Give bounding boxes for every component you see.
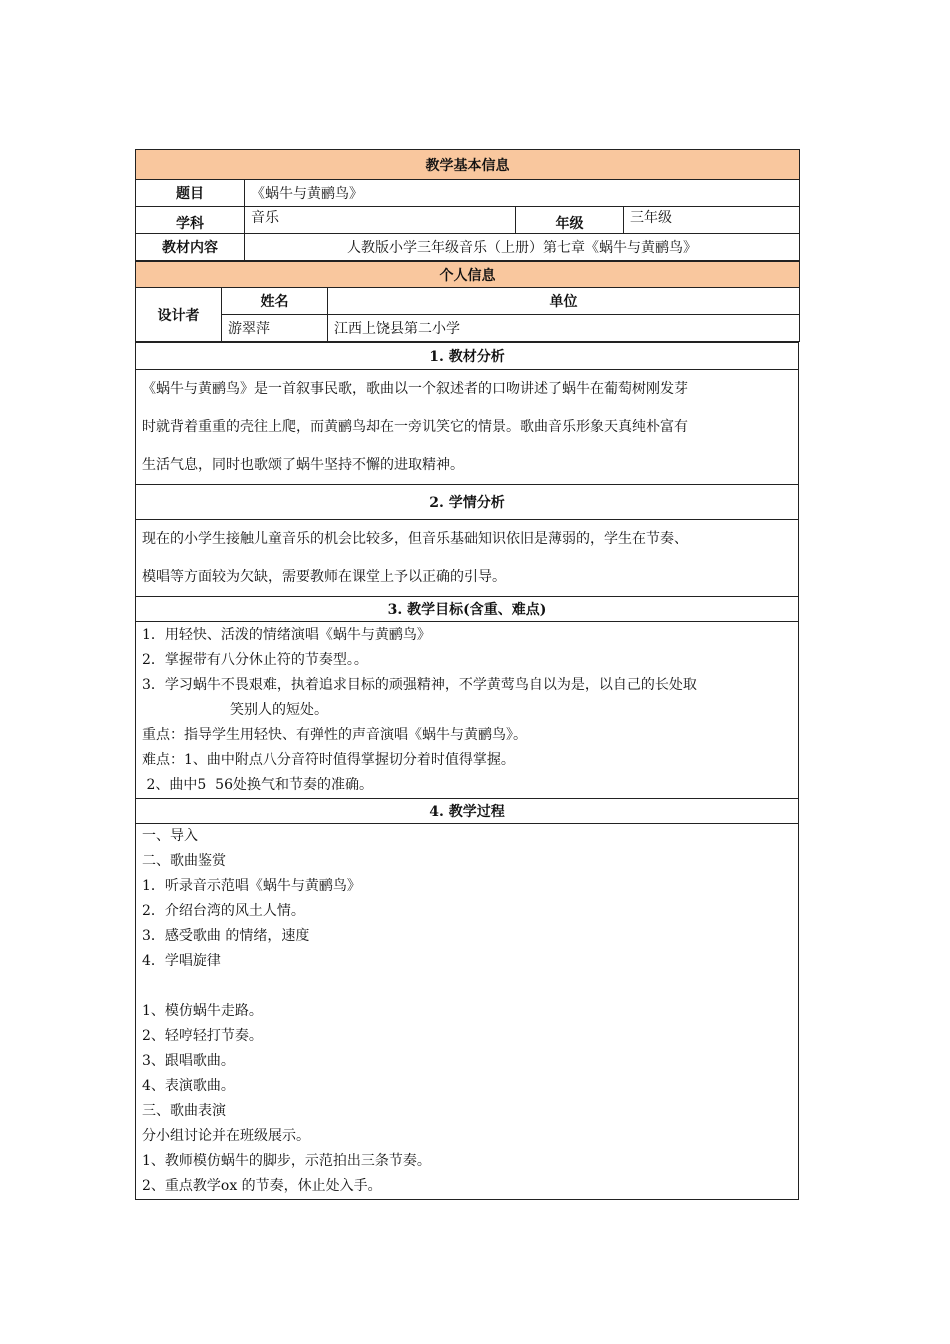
name-value: 游翠萍 xyxy=(222,315,328,342)
lesson-plan-document xyxy=(135,149,799,1200)
process-item: 2、重点教学ox 的节奏，休止处入手。 xyxy=(142,1178,382,1194)
personal-info-table xyxy=(135,261,800,342)
content-table xyxy=(135,342,799,1200)
section-3-body xyxy=(136,622,799,799)
process-item: 1、教师模仿蜗牛的脚步，示范拍出三条节奏。 xyxy=(142,1153,431,1169)
process-item: 三、歌曲表演 xyxy=(142,1103,226,1119)
personal-info-header: 个人信息 xyxy=(136,262,800,288)
process-item: 2、轻哼轻打节奏。 xyxy=(142,1028,263,1044)
section-1-line: 《蜗牛与黄鹂鸟》是一首叙事民歌，歌曲以一个叙述者的口吻讲述了蜗牛在葡萄树刚发芽 xyxy=(142,381,688,397)
section-2-body xyxy=(136,520,799,597)
grade-value: 三年级 xyxy=(624,207,800,234)
objective-item-continued: 笑别人的短处。 xyxy=(230,701,328,718)
section-1-body xyxy=(136,370,799,485)
basic-info-header: 教学基本信息 xyxy=(136,150,800,180)
process-item: 3、跟唱歌曲。 xyxy=(142,1053,235,1069)
section-2-title: 2. 学情分析 xyxy=(136,485,799,520)
subject-label: 学科 xyxy=(136,207,245,234)
material-label: 教材内容 xyxy=(136,234,245,261)
key-point: 重点：指导学生用轻快、有弹性的声音演唱《蜗牛与黄鹂鸟》。 xyxy=(142,726,527,743)
section-4-body xyxy=(136,824,799,1200)
difficult-point-2: 2、曲中5 56处换气和节奏的准确。 xyxy=(142,776,373,793)
objective-item: 1．用轻快、活泼的情绪演唱《蜗牛与黄鹂鸟》 xyxy=(142,626,431,643)
objective-item: 3．学习蜗牛不畏艰难，执着追求目标的顽强精神，不学黄莺鸟自以为是，以自己的长处取 xyxy=(142,676,697,693)
process-item: 1、模仿蜗牛走路。 xyxy=(142,1003,263,1019)
designer-label: 设计者 xyxy=(136,288,222,342)
process-item: 二、歌曲鉴赏 xyxy=(142,853,226,869)
basic-info-table xyxy=(135,149,800,261)
section-3-title: 3. 教学目标(含重、难点) xyxy=(136,597,799,622)
process-item: 2．介绍台湾的风土人情。 xyxy=(142,903,305,919)
grade-label: 年级 xyxy=(516,207,624,234)
unit-label: 单位 xyxy=(328,288,800,315)
material-value: 人教版小学三年级音乐（上册）第七章《蜗牛与黄鹂鸟》 xyxy=(245,234,800,261)
topic-label: 题目 xyxy=(136,180,245,207)
section-1-line: 时就背着重重的壳往上爬，而黄鹂鸟却在一旁讥笑它的情景。歌曲音乐形象天真纯朴富有 xyxy=(142,419,688,435)
subject-value: 音乐 xyxy=(245,207,516,234)
section-1-line: 生活气息，同时也歌颂了蜗牛坚持不懈的进取精神。 xyxy=(142,457,464,473)
section-4-title: 4. 教学过程 xyxy=(136,799,799,824)
objective-item: 2．掌握带有八分休止符的节奏型。。 xyxy=(142,651,368,668)
process-item: 一、导入 xyxy=(142,828,198,844)
topic-value: 《蜗牛与黄鹂鸟》 xyxy=(245,180,800,207)
unit-value: 江西上饶县第二小学 xyxy=(328,315,800,342)
process-item: 分小组讨论并在班级展示。 xyxy=(142,1128,310,1144)
blank-line xyxy=(142,974,792,999)
process-item: 4．学唱旋律 xyxy=(142,953,221,969)
difficult-point: 难点：1、曲中附点八分音符时值得掌握切分着时值得掌握。 xyxy=(142,751,515,768)
section-1-title: 1. 教材分析 xyxy=(136,343,799,370)
section-2-line: 现在的小学生接触儿童音乐的机会比较多，但音乐基础知识依旧是薄弱的，学生在节奏、 xyxy=(142,531,688,547)
process-item: 4、表演歌曲。 xyxy=(142,1078,235,1094)
process-item: 1．听录音示范唱《蜗牛与黄鹂鸟》 xyxy=(142,878,361,894)
name-label: 姓名 xyxy=(222,288,328,315)
section-2-line: 模唱等方面较为欠缺，需要教师在课堂上予以正确的引导。 xyxy=(142,569,506,585)
process-item: 3．感受歌曲 的情绪，速度 xyxy=(142,928,310,944)
